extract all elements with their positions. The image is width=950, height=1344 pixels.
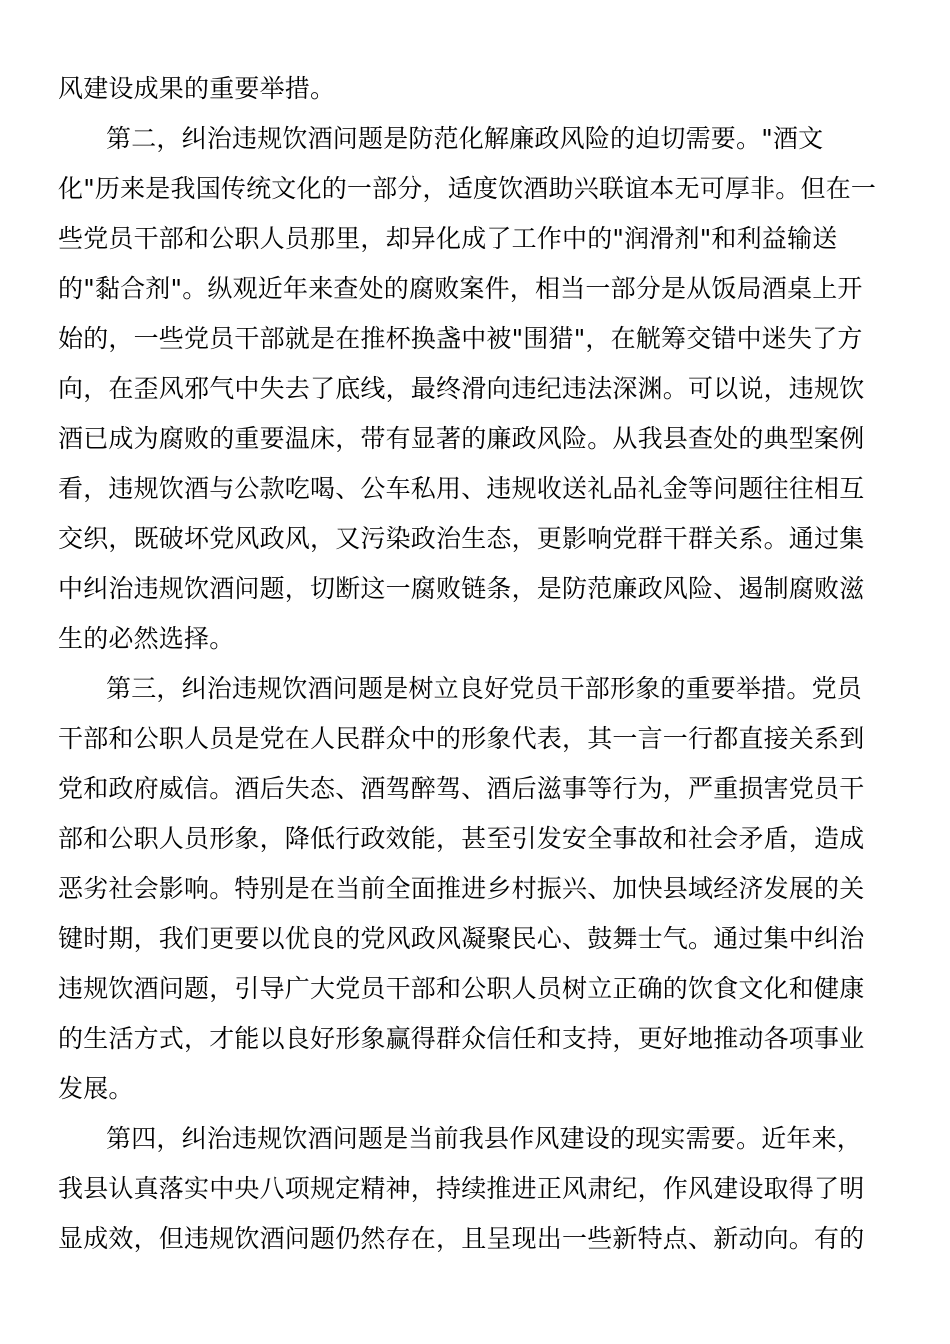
text-line: 恶劣社会影响。特别是在当前全面推进乡村振兴、加快县域经济发展的关 bbox=[58, 874, 865, 903]
text-line: 违规饮酒问题，引导广大党员干部和公职人员树立正确的饮食文化和健康 bbox=[58, 974, 865, 1003]
text-line: 的"黏合剂"。纵观近年来查处的腐败案件，相当一部分是从饭局酒桌上开 bbox=[58, 274, 863, 303]
text-line: 干部和公职人员是党在人民群众中的形象代表，其一言一行都直接关系到 bbox=[58, 724, 865, 753]
text-line: 部和公职人员形象，降低行政效能，甚至引发安全事故和社会矛盾，造成 bbox=[58, 824, 865, 853]
text-line: 交织，既破坏党风政风，又污染政治生态，更影响党群干群关系。通过集 bbox=[58, 524, 865, 553]
text-line: 始的，一些党员干部就是在推杯换盏中被"围猎"，在觥筹交错中迷失了方 bbox=[58, 324, 863, 353]
text-line: 键时期，我们更要以优良的党风政风凝聚民心、鼓舞士气。通过集中纠治 bbox=[58, 924, 865, 953]
text-line: 酒已成为腐败的重要温床，带有显著的廉政风险。从我县查处的典型案例 bbox=[58, 424, 865, 453]
text-line: 风建设成果的重要举措。 bbox=[58, 74, 336, 103]
text-line: 显成效，但违规饮酒问题仍然存在，且呈现出一些新特点、新动向。有的 bbox=[58, 1224, 865, 1253]
text-line: 化"历来是我国传统文化的一部分，适度饮酒助兴联谊本无可厚非。但在一 bbox=[58, 174, 877, 203]
paragraph-second-start: 第二，纠治违规饮酒问题是防范化解廉政风险的迫切需要。"酒文 bbox=[106, 124, 824, 153]
text-line: 些党员干部和公职人员那里，却异化成了工作中的"润滑剂"和利益输送 bbox=[58, 224, 838, 253]
text-line: 的生活方式，才能以良好形象赢得群众信任和支持，更好地推动各项事业 bbox=[58, 1024, 865, 1053]
text-line: 中纠治违规饮酒问题，切断这一腐败链条，是防范廉政风险、遏制腐败滋 bbox=[58, 574, 865, 603]
paragraph-third-start: 第三，纠治违规饮酒问题是树立良好党员干部形象的重要举措。党员 bbox=[106, 674, 863, 703]
text-line: 生的必然选择。 bbox=[58, 624, 235, 653]
text-line: 发展。 bbox=[58, 1074, 134, 1103]
text-line: 党和政府威信。酒后失态、酒驾醉驾、酒后滋事等行为，严重损害党员干 bbox=[58, 774, 865, 803]
paragraph-fourth-start: 第四，纠治违规饮酒问题是当前我县作风建设的现实需要。近年来， bbox=[106, 1124, 863, 1153]
text-line: 我县认真落实中央八项规定精神，持续推进正风肃纪，作风建设取得了明 bbox=[58, 1174, 865, 1203]
text-line: 看，违规饮酒与公款吃喝、公车私用、违规收送礼品礼金等问题往往相互 bbox=[58, 474, 865, 503]
text-line: 向，在歪风邪气中失去了底线，最终滑向违纪违法深渊。可以说，违规饮 bbox=[58, 374, 865, 403]
